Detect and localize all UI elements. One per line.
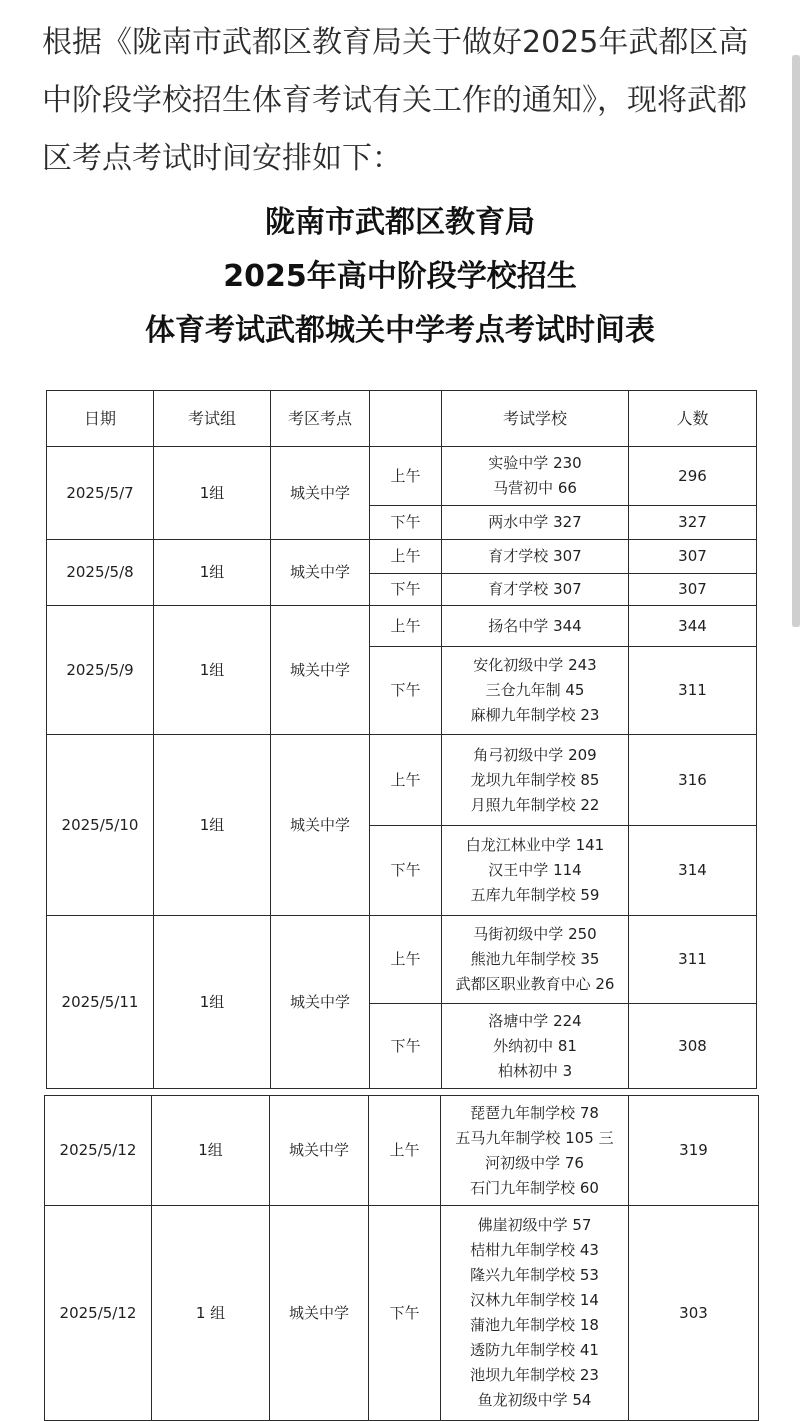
site-cell: 城关中学 (271, 735, 370, 916)
group-cell: 1组 (154, 735, 271, 916)
school-cell (441, 1096, 629, 1206)
school-cell (442, 540, 629, 574)
period-cell: 上午 (370, 916, 442, 1004)
period-cell: 上午 (370, 540, 442, 574)
school-entry: 月照九年制学校 22 (470, 795, 600, 814)
count-cell: 307 (629, 574, 757, 606)
title-line-2: 2025年高中阶段学校招生 (223, 259, 577, 294)
group-cell: 1组 (154, 447, 271, 540)
table-header-row (47, 391, 757, 447)
school-cell (442, 606, 629, 647)
school-entry: 柏林初中 3 (497, 1061, 573, 1080)
school-entry: 琵琶九年制学校 78 (470, 1103, 599, 1122)
date-cell: 2025/5/11 (47, 916, 154, 1089)
school-entry: 石门九年制学校 60 (470, 1178, 599, 1197)
site-cell: 城关中学 (271, 606, 370, 735)
period-cell: 下午 (370, 574, 442, 606)
school-entry: 白龙江林业中学 141 (465, 836, 605, 854)
school-cell (442, 1004, 629, 1089)
school-cell (442, 574, 629, 606)
school-cell (442, 447, 629, 506)
period-cell: 上午 (369, 1096, 441, 1206)
school-entry: 池坝九年制学校 23 (470, 1366, 599, 1384)
school-entry: 马营初中 66 (493, 479, 577, 497)
school-entry: 佛崖初级中学 57 (477, 1216, 592, 1234)
title-line-3: 体育考试武都城关中学考点考试时间表 (145, 313, 655, 348)
table-row (47, 916, 757, 1004)
site-cell: 城关中学 (271, 447, 370, 540)
date-cell: 2025/5/9 (47, 606, 154, 735)
group-cell: 1组 (154, 916, 271, 1089)
table-row (47, 606, 757, 647)
school-entry: 洛塘中学 224 (488, 1011, 582, 1030)
school-entry: 龙坝九年制学校 85 (470, 770, 600, 789)
count-cell: 316 (629, 735, 757, 826)
table-row (47, 540, 757, 574)
site-cell: 城关中学 (271, 916, 370, 1089)
school-cell (442, 826, 629, 916)
schedule-table (46, 390, 757, 1089)
header-count: 人数 (629, 391, 757, 447)
school-entry: 马街初级中学 250 (473, 925, 597, 943)
period-cell: 下午 (370, 1004, 442, 1089)
group-cell: 1组 (152, 1096, 270, 1206)
school-entry: 桔柑九年制学校 43 (470, 1241, 599, 1259)
school-cell (442, 916, 629, 1004)
school-cell (442, 735, 629, 826)
school-cell (442, 506, 629, 540)
schedule-table-continued (44, 1095, 759, 1421)
table-row (45, 1206, 759, 1421)
document-title (0, 196, 800, 358)
count-cell: 303 (629, 1206, 759, 1421)
count-cell: 311 (629, 647, 757, 735)
header-group: 考试组 (154, 391, 271, 447)
school-entry: 汉林九年制学校 14 (470, 1291, 599, 1309)
school-entry: 麻柳九年制学校 23 (470, 706, 600, 724)
table-row (47, 447, 757, 506)
period-cell: 上午 (370, 606, 442, 647)
school-entry: 扬名中学 344 (488, 616, 582, 635)
count-cell: 319 (629, 1096, 759, 1206)
site-cell: 城关中学 (270, 1206, 369, 1421)
date-cell: 2025/5/12 (45, 1206, 152, 1421)
header-period (370, 391, 442, 447)
site-cell: 城关中学 (271, 540, 370, 606)
intro-paragraph: 根据《陇南市武都区教育局关于做好2025年武都区高中阶段学校招生体育考试有关工作的通知》，现将武都区考点考试时间安排如下： (42, 25, 749, 176)
header-date: 日期 (47, 391, 154, 447)
table-row (47, 735, 757, 826)
date-cell: 2025/5/10 (47, 735, 154, 916)
date-cell: 2025/5/12 (45, 1096, 152, 1206)
header-school: 考试学校 (442, 391, 629, 447)
school-entry: 育才学校 307 (488, 580, 582, 598)
date-cell: 2025/5/7 (47, 447, 154, 540)
school-entry: 蒲池九年制学校 18 (470, 1316, 599, 1334)
count-cell: 344 (629, 606, 757, 647)
period-cell: 下午 (370, 506, 442, 540)
period-cell: 下午 (369, 1206, 441, 1421)
school-entry: 两水中学 327 (488, 513, 582, 531)
school-entry: 武都区职业教育中心 26 (455, 975, 615, 993)
period-cell: 下午 (370, 647, 442, 735)
school-entry: 实验中学 230 (488, 454, 582, 472)
period-cell: 下午 (370, 826, 442, 916)
group-cell: 1组 (154, 606, 271, 735)
date-cell: 2025/5/8 (47, 540, 154, 606)
school-entry: 五库九年制学校 59 (470, 886, 600, 904)
school-entry: 河初级中学 76 (485, 1153, 584, 1172)
table-row (45, 1096, 759, 1206)
school-entry: 三仓九年制 45 (485, 681, 585, 699)
site-cell: 城关中学 (270, 1096, 369, 1206)
school-entry: 外纳初中 81 (493, 1036, 577, 1055)
group-cell: 1组 (154, 540, 271, 606)
school-entry: 育才学校 307 (488, 547, 582, 565)
period-cell: 上午 (370, 735, 442, 826)
title-line-1: 陇南市武都区教育局 (265, 205, 535, 240)
scrollbar-thumb[interactable] (792, 55, 800, 627)
count-cell: 314 (629, 826, 757, 916)
school-entry: 角弓初级中学 209 (473, 745, 597, 764)
count-cell: 307 (629, 540, 757, 574)
school-entry: 安化初级中学 243 (473, 656, 597, 674)
group-cell: 1 组 (152, 1206, 270, 1421)
school-entry: 隆兴九年制学校 53 (470, 1266, 599, 1284)
count-cell: 308 (629, 1004, 757, 1089)
school-entry: 透防九年制学校 41 (470, 1341, 599, 1359)
school-entry: 汉王中学 114 (488, 861, 582, 879)
school-entry: 五马九年制学校 105 三 (455, 1128, 614, 1147)
school-entry: 熊池九年制学校 35 (470, 950, 600, 968)
count-cell: 296 (629, 447, 757, 506)
count-cell: 311 (629, 916, 757, 1004)
school-entry: 鱼龙初级中学 54 (477, 1391, 592, 1409)
school-cell (441, 1206, 629, 1421)
school-cell (442, 647, 629, 735)
header-site: 考区考点 (271, 391, 370, 447)
count-cell: 327 (629, 506, 757, 540)
period-cell: 上午 (370, 447, 442, 506)
